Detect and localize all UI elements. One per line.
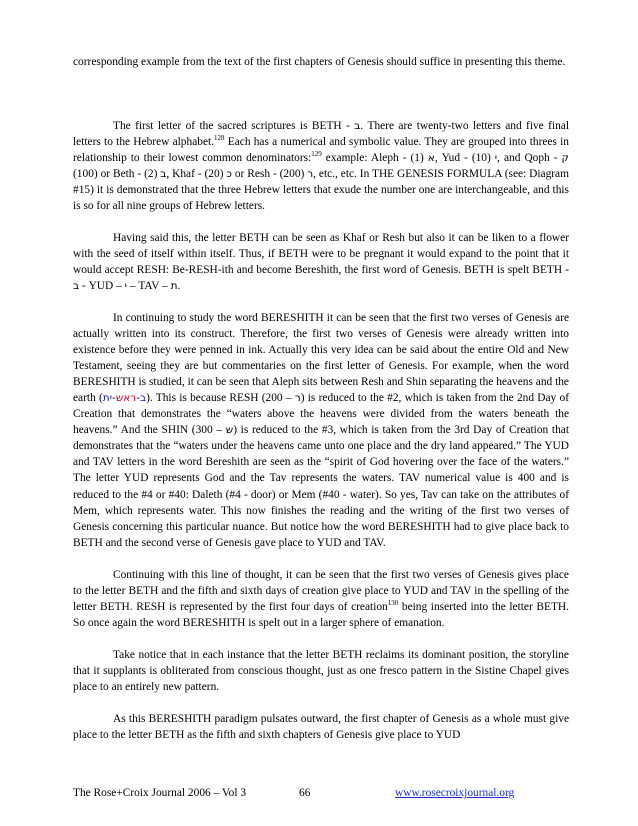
text-run: ) is reduced to the #3, which is taken from the 3rd Day of Creation that demonstrates that the “waters under the heavens came unto one place and the dry land appeared.” The YUD and TAV letters in the word Bereshith are seen as the “spirit of God hovering over the face of the waters.” The letter YUD represents God and the Tav represents the waters. TAV numerical value is 400 and is reduced to the #4 or #40: Daleth (#4 - door) or Mem (#40 - water). So yes, Tav can take on the attributes of Mem, which represents water. This now finishes the reading and the writing of the first two verses of Genesis concerning this particular nuance. But notice how the word BERESHITH had to give place back to BETH and the second verse of Genesis gave place to YUD and TAV.: [73, 424, 570, 549]
text-run: - YUD –: [79, 280, 125, 293]
paragraph: [73, 54, 569, 70]
hebrew-letter: ראש: [115, 392, 137, 405]
hebrew-letter: י: [494, 152, 498, 165]
hebrew-letter: ב: [160, 168, 167, 181]
hebrew-letter: א: [427, 152, 435, 165]
paragraph: [73, 230, 569, 294]
text-run: .: [177, 280, 181, 293]
text-run: being inserted into the letter BETH. So once again the word BERESHITH is spelt out in a larger sphere of emanation.: [73, 601, 569, 630]
hebrew-letter: כ: [226, 168, 232, 181]
text-run: Continuing with this line of thought, it can be seen that the first two verses of Genesis gives place to the letter BETH and the fifth and sixth days of creation give place to YUD and TAV in the spelling of the letter BETH. RESH is represented by the first four days of creation: [73, 569, 569, 614]
text-run: example: Aleph -: [321, 152, 411, 165]
footer-page-number: 66: [299, 787, 311, 799]
hebrew-letter: ית: [102, 392, 113, 405]
hebrew-letter: -: [136, 392, 141, 405]
text-run: – TAV –: [127, 280, 171, 293]
paragraph: [73, 310, 569, 551]
text-run: . There are twenty-two letters and five final letters to the Hebrew alphabet.: [73, 120, 569, 149]
text-run: Take notice that in each instance that the letter BETH reclaims its dominant position, the storyline that it supplants is obliterated from conscious thought, just as one fresco pattern in the Sistine Chapel gives place to an entirely new pattern.: [73, 649, 569, 694]
footnote-marker: 129: [311, 150, 322, 159]
hebrew-letter: ק: [561, 152, 569, 165]
footer-journal-title: The Rose+Croix Journal 2006 – Vol 3: [73, 787, 247, 799]
page-footer: [73, 787, 569, 803]
paragraph: [73, 711, 569, 743]
text-run: (1), Yud -: [410, 152, 472, 165]
text-run: In continuing to study the word BERESHITH it can be seen that the first two verses of Genesis are actually written into its construct. Therefore, the first two verses of Genesis were already written into existence before they were penned in ink. Actually this very idea can be said about the entire Old and New Testament, seeing they are but commentaries on the first letter of Genesis. For example, when the word BERESHITH is studied, it can be seen that Aleph sits between Resh and Shin separating the heavens and the earth (: [73, 312, 569, 405]
hebrew-letter: -: [112, 392, 116, 405]
text-run: (20) or Resh -: [204, 168, 280, 181]
text-run: (200), etc., etc. In THE GENESIS FORMULA (see: Diagram #15) it is demonstrated that the three Hebrew letters that exude the number one are interchangeable, and this is so for all nine groups of Hebrew letters.: [73, 168, 569, 213]
text-run: (10), and Qoph -: [471, 152, 562, 165]
footnote-marker: 130: [387, 599, 399, 608]
text-run: corresponding example from the text of the first chapters of Genesis should suffice in presenting this theme.: [73, 56, 566, 68]
text-run: (2), Khaf -: [144, 168, 205, 181]
paragraph: [73, 647, 569, 695]
footer-website-link[interactable]: www.rosecroixjournal.org: [395, 787, 515, 799]
text-run: ) is reduced to the #2, which is taken from the 2nd Day of Creation that demonstrates the “waters above the heavens were divided from the waters beneath the heavens.” And the SHIN (300 –: [73, 392, 569, 437]
text-run: Each has a numerical and symbolic value. They are grouped into threes in relationship to their lowest common denominators:: [73, 136, 569, 165]
hebrew-letter: ר: [307, 168, 314, 181]
hebrew-letter: י: [124, 280, 127, 293]
text-run: (100) or Beth -: [73, 168, 145, 181]
paragraph: [73, 118, 569, 214]
hebrew-letter: ר: [294, 392, 301, 405]
paragraph: [73, 567, 569, 631]
hebrew-letter: ב: [354, 120, 361, 132]
footnote-marker: 128: [214, 134, 225, 143]
hebrew-letter: ב: [73, 280, 80, 293]
hebrew-letter: ב: [140, 392, 147, 405]
hebrew-letter: ש: [225, 424, 234, 437]
text-run: ). This is because RESH (200 –: [146, 392, 295, 405]
text-run: As this BERESHITH paradigm pulsates outward, the first chapter of Genesis as a whole must give place to the letter BETH as the fifth and sixth chapters of Genesis give place to YUD: [73, 713, 569, 742]
text-run: Having said this, the letter BETH can be seen as Khaf or Resh but also it can be liken to a flower with the seed of itself within itself. Thus, if BETH were to be pregnant it would expand to the point that it would accept RESH: Be-RESH-ith and become Bereshith, the first word of Genesis. BETH is spelt BETH -: [73, 232, 569, 277]
text-run: The first letter of the sacred scriptures is BETH -: [113, 120, 355, 132]
hebrew-letter: ת: [170, 280, 178, 293]
